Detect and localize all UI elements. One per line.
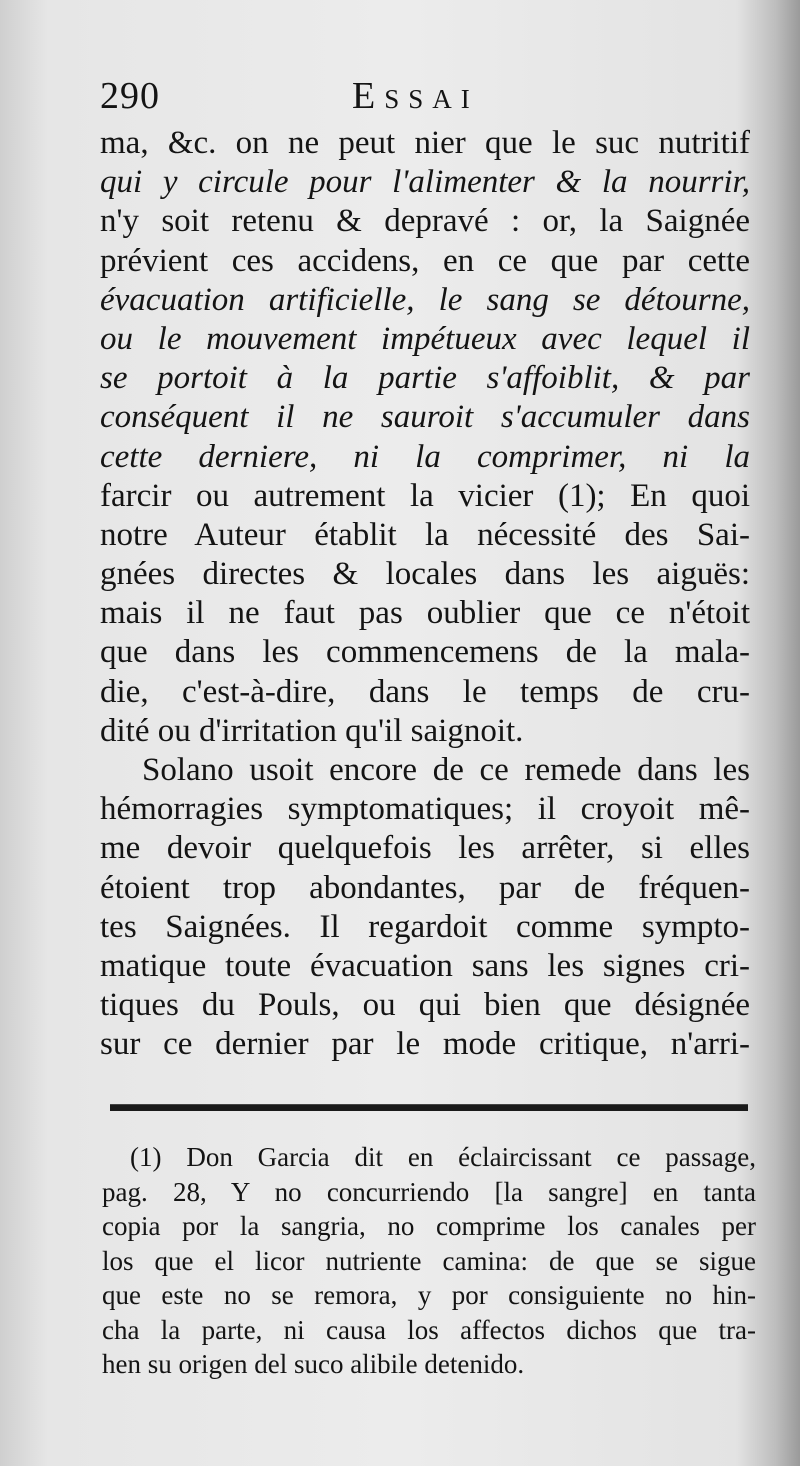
text-line: ma, &c. on ne peut nier que le suc nutritif [100,125,750,161]
footnote-line: copia por la sangria, no comprime los canales per [102,1211,756,1241]
text-line: gnées directes & locales dans les aiguës: [100,556,750,593]
page-number: 290 [100,75,160,117]
running-title: Essai [352,75,479,117]
page-header [100,74,750,124]
footnote-line: pag. 28, Y no concurriendo [la sangre] en tanta [102,1176,756,1207]
footnote-line: los que el licor nutriente camina: de que se sigue [102,1245,756,1276]
text-line: étoient trop abondantes, par de fréquen- [100,869,750,906]
text-line: tes Saignées. Il regardoit comme sympto- [100,908,750,945]
text-line: n'y soit retenu & depravé : or, la Saignée [100,203,750,240]
text-line: que dans les commencemens de la mala- [100,634,750,671]
text-line: sur ce dernier par le mode critique, n'arri- [100,1026,750,1063]
footnote-line: que este no se remora, y por consiguiente no hin- [102,1280,756,1310]
footnotes [102,1140,756,1382]
text-line: prévient ces accidens, en ce que par cette [100,242,750,279]
text-line: matique toute évacuation sans les signes cri- [100,947,750,984]
text-line: ou le mouvement impétueux avec lequel il [100,320,750,357]
footnote-line: (1) Don Garcia dit en éclaircissant ce passage, [130,1142,756,1172]
text-line: farcir ou autrement la vicier (1); En quoi [100,477,750,514]
text-line: qui y circule pour l'alimenter & la nourrir, [100,164,750,201]
footnote-line: cha la parte, ni causa los affectos dichos que tra- [102,1314,756,1345]
text-line: conséquent il ne sauroit s'accumuler dans [100,399,750,436]
text-line: notre Auteur établit la nécessité des Sai- [100,516,750,553]
text-line: cette derniere, ni la comprimer, ni la [100,438,750,475]
text-line: évacuation artificielle, le sang se détourne, [100,281,750,318]
footnote-rule [110,1104,748,1111]
text-line: se portoit à la partie s'affoiblit, & par [100,360,750,397]
text-line: Solano usoit encore de ce remede dans les [142,752,750,788]
text-line: tiques du Pouls, ou qui bien que désignée [100,987,750,1024]
text-line: me devoir quelquefois les arrêter, si elles [100,830,750,867]
text-line: die, c'est-à-dire, dans le temps de cru- [100,673,750,710]
text-line: mais il ne faut pas oublier que ce n'étoit [100,595,750,632]
text-line: dité ou d'irritation qu'il saignoit. [100,712,524,749]
footnote-line: hen su origen del suco alibile detenido. [102,1349,525,1379]
main-text [100,124,750,1065]
text-line: hémorragies symptomatiques; il croyoit mê- [100,791,750,828]
